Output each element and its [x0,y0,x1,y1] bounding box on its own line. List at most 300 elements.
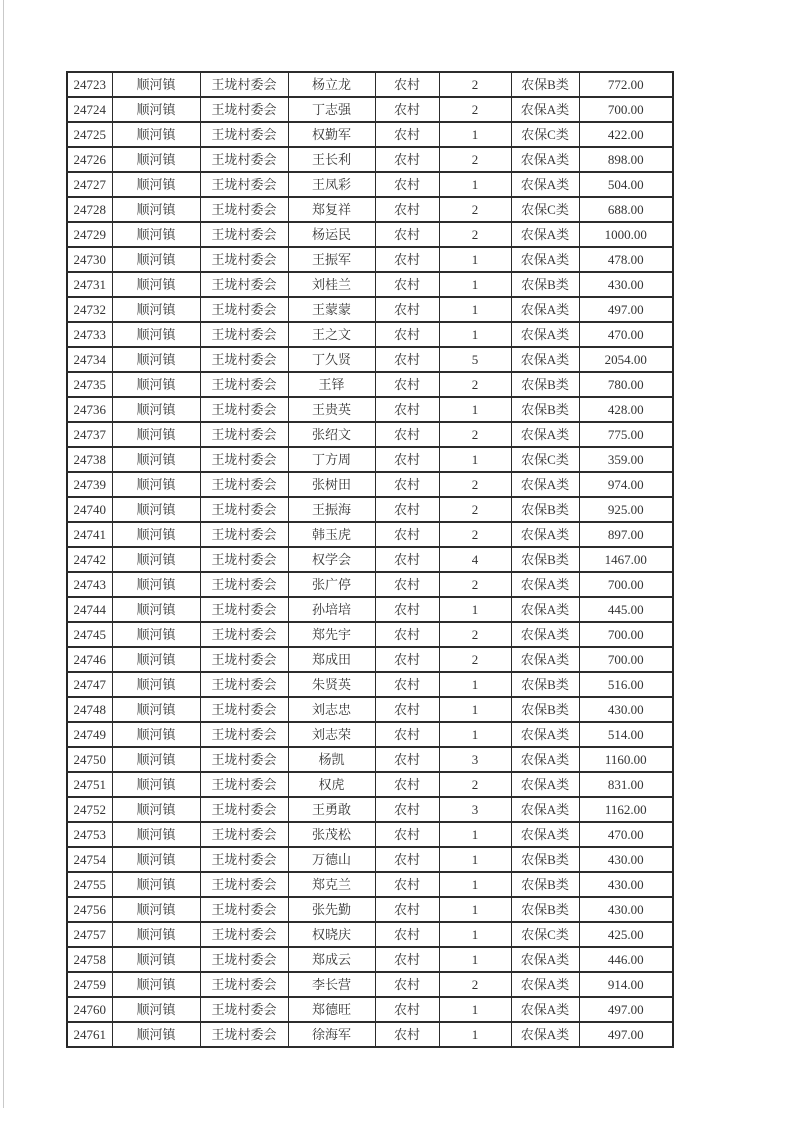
town-cell: 顺河镇 [112,847,200,872]
person-name-cell: 王振军 [288,247,375,272]
residence-type-cell: 农村 [375,897,439,922]
residence-type-cell: 农村 [375,422,439,447]
town-cell: 顺河镇 [112,197,200,222]
residence-type-cell: 农村 [375,622,439,647]
town-cell: 顺河镇 [112,97,200,122]
village-cell: 王垅村委会 [200,147,288,172]
village-cell: 王垅村委会 [200,722,288,747]
amount-cell: 2054.00 [579,347,673,372]
record-id-cell: 24734 [67,347,112,372]
insurance-category-cell: 农保A类 [511,247,579,272]
record-id-cell: 24755 [67,872,112,897]
amount-cell: 1467.00 [579,547,673,572]
person-name-cell: 王勇敢 [288,797,375,822]
person-count-cell: 1 [439,672,511,697]
amount-cell: 700.00 [579,647,673,672]
insurance-category-cell: 农保A类 [511,597,579,622]
table-row [67,647,673,672]
town-cell: 顺河镇 [112,272,200,297]
record-id-cell: 24744 [67,597,112,622]
town-cell: 顺河镇 [112,747,200,772]
residence-type-cell: 农村 [375,222,439,247]
residence-type-cell: 农村 [375,97,439,122]
village-cell: 王垅村委会 [200,297,288,322]
amount-cell: 497.00 [579,997,673,1022]
table-row [67,147,673,172]
village-cell: 王垅村委会 [200,872,288,897]
table-row [67,272,673,297]
person-count-cell: 3 [439,747,511,772]
record-id-cell: 24739 [67,472,112,497]
amount-cell: 430.00 [579,897,673,922]
record-id-cell: 24743 [67,572,112,597]
person-count-cell: 1 [439,722,511,747]
insurance-category-cell: 农保A类 [511,972,579,997]
person-count-cell: 1 [439,597,511,622]
residence-type-cell: 农村 [375,347,439,372]
town-cell: 顺河镇 [112,172,200,197]
insurance-category-cell: 农保A类 [511,322,579,347]
record-id-cell: 24726 [67,147,112,172]
record-id-cell: 24756 [67,897,112,922]
insurance-category-cell: 农保B类 [511,272,579,297]
person-count-cell: 1 [439,272,511,297]
town-cell: 顺河镇 [112,372,200,397]
person-count-cell: 2 [439,497,511,522]
town-cell: 顺河镇 [112,72,200,97]
table-row [67,872,673,897]
person-name-cell: 刘志忠 [288,697,375,722]
village-cell: 王垅村委会 [200,947,288,972]
person-name-cell: 丁志强 [288,97,375,122]
town-cell: 顺河镇 [112,797,200,822]
record-id-cell: 24759 [67,972,112,997]
table-row [67,897,673,922]
person-name-cell: 丁方周 [288,447,375,472]
amount-cell: 430.00 [579,272,673,297]
amount-cell: 775.00 [579,422,673,447]
village-cell: 王垅村委会 [200,547,288,572]
residence-type-cell: 农村 [375,1022,439,1047]
town-cell: 顺河镇 [112,322,200,347]
amount-cell: 780.00 [579,372,673,397]
residence-type-cell: 农村 [375,847,439,872]
person-count-cell: 1 [439,697,511,722]
insurance-category-cell: 农保B类 [511,497,579,522]
table-row [67,972,673,997]
table-row [67,672,673,697]
insurance-category-cell: 农保A类 [511,947,579,972]
amount-cell: 445.00 [579,597,673,622]
person-count-cell: 2 [439,372,511,397]
insurance-category-cell: 农保A类 [511,997,579,1022]
table-row [67,97,673,122]
table-row [67,497,673,522]
scan-artifact-line [3,0,4,1108]
residence-type-cell: 农村 [375,172,439,197]
residence-type-cell: 农村 [375,72,439,97]
person-name-cell: 万德山 [288,847,375,872]
residence-type-cell: 农村 [375,147,439,172]
person-name-cell: 张树田 [288,472,375,497]
town-cell: 顺河镇 [112,447,200,472]
residence-type-cell: 农村 [375,497,439,522]
record-id-cell: 24752 [67,797,112,822]
amount-cell: 470.00 [579,822,673,847]
amount-cell: 359.00 [579,447,673,472]
person-name-cell: 徐海军 [288,1022,375,1047]
village-cell: 王垅村委会 [200,622,288,647]
table-body [67,72,673,1047]
record-id-cell: 24740 [67,497,112,522]
person-name-cell: 张绍文 [288,422,375,447]
person-name-cell: 郑成云 [288,947,375,972]
residence-type-cell: 农村 [375,722,439,747]
residence-type-cell: 农村 [375,297,439,322]
record-id-cell: 24738 [67,447,112,472]
amount-cell: 688.00 [579,197,673,222]
person-name-cell: 权学会 [288,547,375,572]
table-row [67,522,673,547]
amount-cell: 425.00 [579,922,673,947]
table-row [67,297,673,322]
person-count-cell: 1 [439,122,511,147]
residence-type-cell: 农村 [375,997,439,1022]
residence-type-cell: 农村 [375,197,439,222]
residence-type-cell: 农村 [375,772,439,797]
record-id-cell: 24724 [67,97,112,122]
table-row [67,322,673,347]
village-cell: 王垅村委会 [200,697,288,722]
record-id-cell: 24747 [67,672,112,697]
residence-type-cell: 农村 [375,972,439,997]
residence-type-cell: 农村 [375,697,439,722]
record-id-cell: 24723 [67,72,112,97]
table-row [67,422,673,447]
insurance-category-cell: 农保A类 [511,747,579,772]
amount-cell: 700.00 [579,622,673,647]
village-cell: 王垅村委会 [200,747,288,772]
amount-cell: 470.00 [579,322,673,347]
table-row [67,72,673,97]
village-cell: 王垅村委会 [200,1022,288,1047]
person-name-cell: 郑克兰 [288,872,375,897]
village-cell: 王垅村委会 [200,72,288,97]
person-count-cell: 4 [439,547,511,572]
person-count-cell: 1 [439,247,511,272]
residence-type-cell: 农村 [375,922,439,947]
village-cell: 王垅村委会 [200,497,288,522]
amount-cell: 700.00 [579,572,673,597]
insurance-category-cell: 农保C类 [511,922,579,947]
village-cell: 王垅村委会 [200,322,288,347]
village-cell: 王垅村委会 [200,372,288,397]
record-id-cell: 24741 [67,522,112,547]
record-id-cell: 24745 [67,622,112,647]
person-name-cell: 杨运民 [288,222,375,247]
person-count-cell: 2 [439,197,511,222]
record-id-cell: 24725 [67,122,112,147]
person-count-cell: 2 [439,472,511,497]
amount-cell: 428.00 [579,397,673,422]
residence-type-cell: 农村 [375,397,439,422]
record-id-cell: 24732 [67,297,112,322]
record-id-cell: 24751 [67,772,112,797]
amount-cell: 478.00 [579,247,673,272]
town-cell: 顺河镇 [112,572,200,597]
person-name-cell: 权晓庆 [288,922,375,947]
village-cell: 王垅村委会 [200,522,288,547]
amount-cell: 831.00 [579,772,673,797]
person-count-cell: 1 [439,997,511,1022]
table-row [67,197,673,222]
insurance-category-cell: 农保C类 [511,122,579,147]
town-cell: 顺河镇 [112,622,200,647]
table-row [67,772,673,797]
town-cell: 顺河镇 [112,872,200,897]
table-row [67,697,673,722]
person-count-cell: 1 [439,922,511,947]
table-row [67,397,673,422]
amount-cell: 422.00 [579,122,673,147]
person-name-cell: 权虎 [288,772,375,797]
residence-type-cell: 农村 [375,447,439,472]
amount-cell: 1162.00 [579,797,673,822]
person-name-cell: 刘志荣 [288,722,375,747]
insurance-category-cell: 农保A类 [511,822,579,847]
residence-type-cell: 农村 [375,272,439,297]
amount-cell: 430.00 [579,697,673,722]
village-cell: 王垅村委会 [200,397,288,422]
record-id-cell: 24727 [67,172,112,197]
town-cell: 顺河镇 [112,472,200,497]
town-cell: 顺河镇 [112,672,200,697]
amount-cell: 1160.00 [579,747,673,772]
village-cell: 王垅村委会 [200,647,288,672]
record-id-cell: 24750 [67,747,112,772]
amount-cell: 514.00 [579,722,673,747]
amount-cell: 516.00 [579,672,673,697]
amount-cell: 914.00 [579,972,673,997]
person-count-cell: 2 [439,972,511,997]
village-cell: 王垅村委会 [200,772,288,797]
person-count-cell: 5 [439,347,511,372]
residence-type-cell: 农村 [375,947,439,972]
person-count-cell: 2 [439,422,511,447]
person-name-cell: 郑先宇 [288,622,375,647]
table-row [67,172,673,197]
insurance-category-cell: 农保B类 [511,872,579,897]
table-row [67,922,673,947]
insurance-category-cell: 农保B类 [511,847,579,872]
record-id-cell: 24742 [67,547,112,572]
person-name-cell: 权勤军 [288,122,375,147]
residence-type-cell: 农村 [375,322,439,347]
insurance-category-cell: 农保A类 [511,1022,579,1047]
person-count-cell: 2 [439,97,511,122]
amount-cell: 700.00 [579,97,673,122]
residence-type-cell: 农村 [375,647,439,672]
person-name-cell: 刘桂兰 [288,272,375,297]
insurance-category-cell: 农保B类 [511,697,579,722]
town-cell: 顺河镇 [112,522,200,547]
village-cell: 王垅村委会 [200,572,288,597]
town-cell: 顺河镇 [112,297,200,322]
record-id-cell: 24733 [67,322,112,347]
person-count-cell: 1 [439,397,511,422]
village-cell: 王垅村委会 [200,972,288,997]
record-id-cell: 24760 [67,997,112,1022]
person-name-cell: 王振海 [288,497,375,522]
residence-type-cell: 农村 [375,522,439,547]
person-name-cell: 朱贤英 [288,672,375,697]
amount-cell: 430.00 [579,847,673,872]
residence-type-cell: 农村 [375,547,439,572]
village-cell: 王垅村委会 [200,447,288,472]
record-id-cell: 24735 [67,372,112,397]
record-id-cell: 24749 [67,722,112,747]
record-id-cell: 24736 [67,397,112,422]
table-row [67,247,673,272]
person-count-cell: 1 [439,872,511,897]
person-name-cell: 张茂松 [288,822,375,847]
record-id-cell: 24754 [67,847,112,872]
town-cell: 顺河镇 [112,922,200,947]
person-count-cell: 1 [439,822,511,847]
insurance-category-cell: 农保A类 [511,422,579,447]
table-row [67,847,673,872]
village-cell: 王垅村委会 [200,172,288,197]
amount-cell: 974.00 [579,472,673,497]
insurance-category-cell: 农保A类 [511,722,579,747]
record-id-cell: 24728 [67,197,112,222]
town-cell: 顺河镇 [112,697,200,722]
table-row [67,1022,673,1047]
insurance-category-cell: 农保A类 [511,147,579,172]
town-cell: 顺河镇 [112,897,200,922]
town-cell: 顺河镇 [112,1022,200,1047]
person-count-cell: 2 [439,572,511,597]
village-cell: 王垅村委会 [200,122,288,147]
person-count-cell: 1 [439,172,511,197]
town-cell: 顺河镇 [112,147,200,172]
town-cell: 顺河镇 [112,347,200,372]
amount-cell: 1000.00 [579,222,673,247]
insurance-category-cell: 农保B类 [511,72,579,97]
amount-cell: 898.00 [579,147,673,172]
person-name-cell: 王凤彩 [288,172,375,197]
village-cell: 王垅村委会 [200,272,288,297]
residence-type-cell: 农村 [375,672,439,697]
town-cell: 顺河镇 [112,772,200,797]
town-cell: 顺河镇 [112,722,200,747]
amount-cell: 430.00 [579,872,673,897]
residence-type-cell: 农村 [375,122,439,147]
village-cell: 王垅村委会 [200,97,288,122]
person-count-cell: 1 [439,297,511,322]
town-cell: 顺河镇 [112,947,200,972]
insurance-roster-table [66,71,674,1048]
person-name-cell: 丁久贤 [288,347,375,372]
insurance-category-cell: 农保C类 [511,197,579,222]
table-row [67,822,673,847]
person-count-cell: 1 [439,947,511,972]
person-name-cell: 王之文 [288,322,375,347]
residence-type-cell: 农村 [375,872,439,897]
residence-type-cell: 农村 [375,797,439,822]
person-count-cell: 2 [439,72,511,97]
village-cell: 王垅村委会 [200,247,288,272]
person-count-cell: 1 [439,847,511,872]
person-count-cell: 2 [439,772,511,797]
insurance-category-cell: 农保B类 [511,897,579,922]
amount-cell: 772.00 [579,72,673,97]
table-row [67,372,673,397]
table-row [67,622,673,647]
village-cell: 王垅村委会 [200,347,288,372]
table-row [67,997,673,1022]
record-id-cell: 24730 [67,247,112,272]
residence-type-cell: 农村 [375,247,439,272]
person-count-cell: 2 [439,647,511,672]
insurance-category-cell: 农保B类 [511,397,579,422]
residence-type-cell: 农村 [375,372,439,397]
record-id-cell: 24731 [67,272,112,297]
village-cell: 王垅村委会 [200,797,288,822]
person-name-cell: 郑成田 [288,647,375,672]
village-cell: 王垅村委会 [200,897,288,922]
insurance-category-cell: 农保A类 [511,347,579,372]
insurance-category-cell: 农保A类 [511,172,579,197]
person-name-cell: 王贵英 [288,397,375,422]
person-count-cell: 2 [439,222,511,247]
person-name-cell: 郑复祥 [288,197,375,222]
town-cell: 顺河镇 [112,597,200,622]
insurance-category-cell: 农保A类 [511,622,579,647]
insurance-category-cell: 农保A类 [511,297,579,322]
insurance-category-cell: 农保A类 [511,772,579,797]
table-row [67,722,673,747]
village-cell: 王垅村委会 [200,597,288,622]
person-name-cell: 王长利 [288,147,375,172]
town-cell: 顺河镇 [112,497,200,522]
person-count-cell: 1 [439,1022,511,1047]
table-row [67,797,673,822]
residence-type-cell: 农村 [375,747,439,772]
record-id-cell: 24737 [67,422,112,447]
insurance-category-cell: 农保A类 [511,522,579,547]
village-cell: 王垅村委会 [200,422,288,447]
amount-cell: 925.00 [579,497,673,522]
residence-type-cell: 农村 [375,472,439,497]
insurance-category-cell: 农保B类 [511,672,579,697]
village-cell: 王垅村委会 [200,997,288,1022]
record-id-cell: 24758 [67,947,112,972]
person-name-cell: 王蒙蒙 [288,297,375,322]
record-id-cell: 24757 [67,922,112,947]
person-name-cell: 李长营 [288,972,375,997]
person-name-cell: 韩玉虎 [288,522,375,547]
insurance-category-cell: 农保A类 [511,797,579,822]
person-count-cell: 1 [439,322,511,347]
insurance-category-cell: 农保A类 [511,222,579,247]
table-row [67,347,673,372]
record-id-cell: 24746 [67,647,112,672]
insurance-category-cell: 农保A类 [511,647,579,672]
insurance-category-cell: 农保C类 [511,447,579,472]
person-count-cell: 3 [439,797,511,822]
person-name-cell: 张广停 [288,572,375,597]
